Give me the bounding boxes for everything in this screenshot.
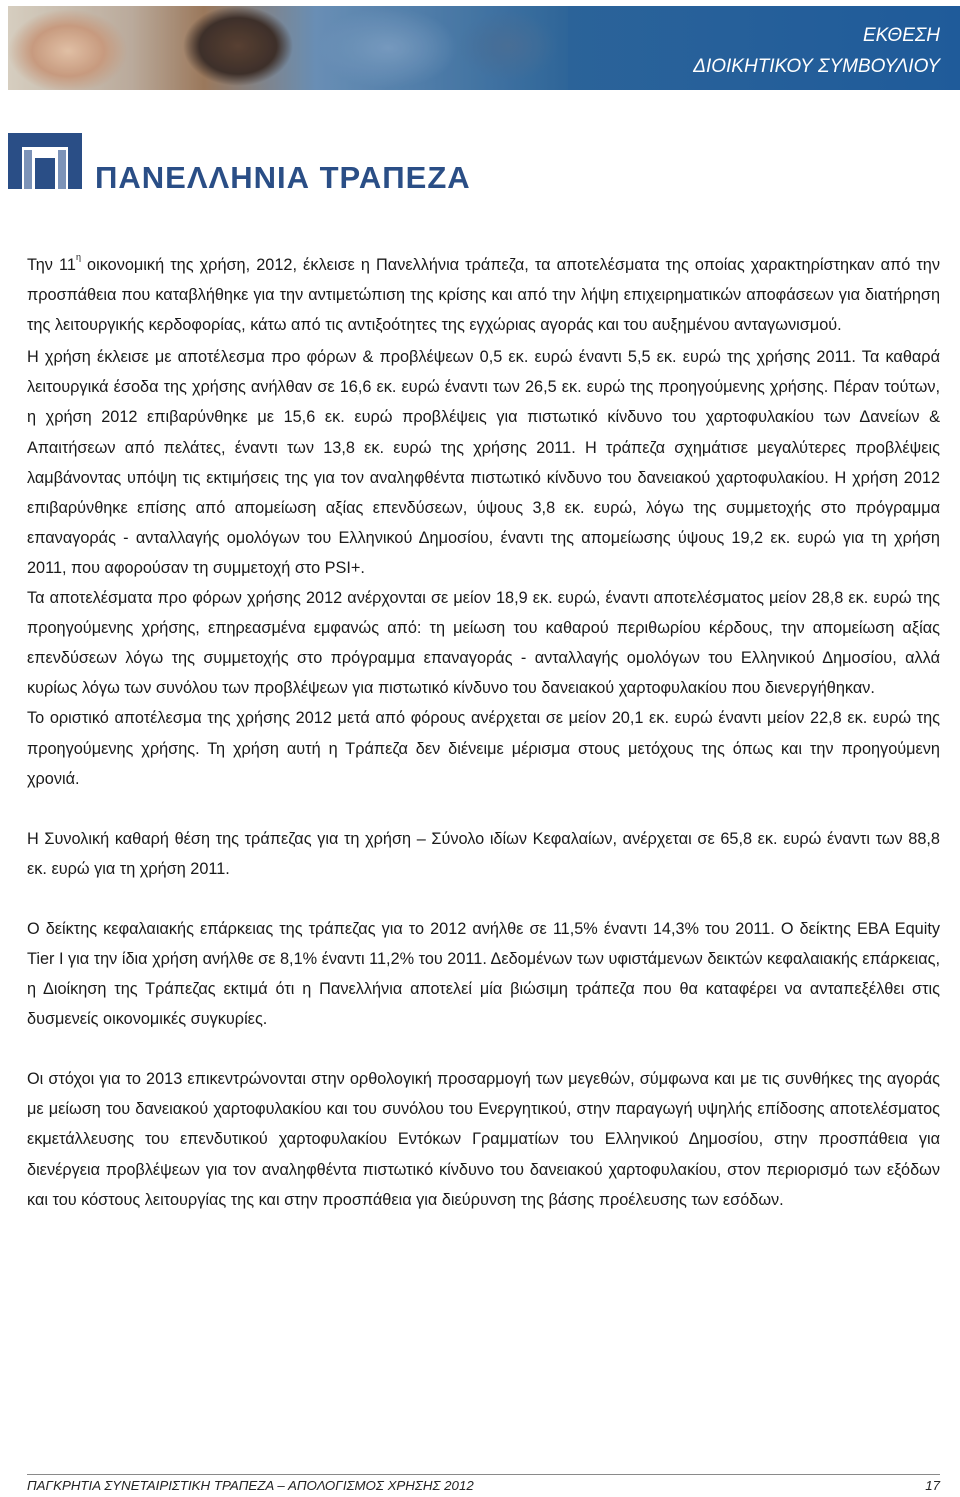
report-title <box>693 20 940 82</box>
bank-name: ΠΑΝΕΛΛΗΝΙΑ ΤΡΑΠΕΖΑ <box>95 160 471 195</box>
paragraph-3: Τα αποτελέσματα προ φόρων χρήσης 2012 ανέρχονται σε μείον 18,9 εκ. ευρώ, έναντι αποτελέσματος μείον 28,8 εκ. ευρώ της προηγούμενης χρήσης, επηρεασμένα εμφανώς από: τη μείωση του καθαρού περιθωρίου κέρδους, την απομείωση αξίας επενδύσεων λόγω της συμμετοχής στο πρόγραμμα επαναγοράς - ανταλλαγής ομολόγων του Ελληνικού Δημοσίου, αλλά κυρίως λόγω των συνόλου των προβλέψεων για πιστωτικό κίνδυνο του δανειακού χαρτοφυλακίου που διενεργήθηκαν. <box>27 589 940 698</box>
footer-text: ΠΑΓΚΡΗΤΙΑ ΣΥΝΕΤΑΙΡΙΣΤΙΚΗ ΤΡΑΠΕΖΑ – ΑΠΟΛΟΓΙΣΜΟΣ ΧΡΗΣΗΣ 2012 <box>27 1478 474 1493</box>
report-body <box>27 250 940 1215</box>
paragraph-1: Την $11^\eta$ οικονομική της χρήση, 2012, έκλεισε η Πανελλήνια τράπεζα, τα αποτελέσματα της οποίας χαρακτηρίστηκαν από την προσπάθεια που καταβλήθηκε για την αντιμετώπιση της κρίσης και από την λήψη επιχειρηματικών αποφάσεων για διατήρηση της λειτουργικής κερδοφορίας, κάτω από τις αντιξοότητες της εγχώριας αγοράς και του αυξημένου ανταγωνισμού. <box>27 252 941 335</box>
page-number: 17 <box>925 1478 940 1493</box>
report-title-line2: ΔΙΟΙΚΗΤΙΚΟΥ ΣΥΜΒΟΥΛΙΟΥ <box>693 56 940 77</box>
header-banner <box>8 6 960 90</box>
banner-photo <box>8 6 568 90</box>
paragraph-2: Η χρήση έκλεισε με αποτέλεσμα προ φόρων & προβλέψεων 0,5 εκ. ευρώ έναντι 5,5 εκ. ευρώ της χρήσης 2011. Τα καθαρά λειτουργικά έσοδα της χρήσης ανήλθαν σε 16,6 εκ. ευρώ έναντι των 26,5 εκ. ευρώ της προηγούμενης χρήσης. Πέραν τούτων, η χρήση 2012 επιβαρύνθηκε με 15,6 εκ. ευρώ προβλέψεις για πιστωτικό κίνδυνο του χαρτοφυλακίου των Δανείων & Απαιτήσεων από πελάτες, έναντι των 13,8 εκ. ευρώ της χρήσης 2011. Η τράπεζα σχημάτισε μεγαλύτερες προβλέψεις λαμβάνοντας υπόψη τις εκτιμήσεις της για τον αναληφθέντα πιστωτικό κίνδυνο του δανειακού χαρτοφυλακίου. Η χρήση 2012 επιβαρύνθηκε επίσης από απομείωση αξίας επενδύσεων, ύψους 3,8 εκ. ευρώ, λόγω της συμμετοχής στο πρόγραμμα επαναγοράς - ανταλλαγής ομολόγων του Ελληνικού Δημοσίου, έναντι της απομείωσης ύψους 19,2 εκ. ευρώ για τη χρήση 2011, που αφορούσαν τη συμμετοχή στο PSI+. <box>27 348 940 577</box>
paragraph-4: Το οριστικό αποτέλεσμα της χρήσης 2012 μετά από φόρους ανέρχεται σε μείον 20,1 εκ. ευρώ έναντι μείον 22,8 εκ. ευρώ της προηγούμενης χρήσης. Τη χρήση αυτή η Τράπεζα δεν διένειμε μέρισμα στους μετόχους της όπως και την προηγούμενη χρονιά. <box>27 709 940 788</box>
footer-divider <box>27 1474 940 1475</box>
report-title-line1: ΕΚΘΕΣΗ <box>862 25 940 46</box>
paragraph-7: Οι στόχοι για το 2013 επικεντρώνονται στην ορθολογική προσαρμογή των μεγεθών, σύμφωνα και με τις συνθήκες της αγοράς με μείωση του δανειακού χαρτοφυλακίου και του συνόλου του Ενεργητικού, στην παραγωγή υψηλής επίδοσης αποτελέσματος εκμετάλλευσης του επενδυτικού χαρτοφυλακίου Εντόκων Γραμματίων του Ελληνικού Δημοσίου, στην προσπάθεια για διενέργεια προβλέψεων για τον αναληφθέντα πιστωτικό κίνδυνο του δανειακού χαρτοφυλακίου, στον περιορισμό των εξόδων και του κόστους λειτουργίας της και στην προσπάθεια για διεύρυνση της βάσης προέλευσης των εσόδων. <box>27 1070 940 1209</box>
paragraph-5: Η Συνολική καθαρή θέση της τράπεζας για τη χρήση – Σύνολο ιδίων Κεφαλαίων, ανέρχεται σε 65,8 εκ. ευρώ έναντι των 88,8 εκ. ευρώ για τη χρήση 2011. <box>27 829 940 878</box>
paragraph-6: Ο δείκτης κεφαλαιακής επάρκειας της τράπεζας για το 2012 ανήλθε σε 11,5% έναντι 14,3% του 2011. Ο δείκτης ΕΒΑ Equity Tier I για την ίδια χρήση ανήλθε σε 8,1% έναντι 11,2% του 2011. Δεδομένων των υφιστάμενων δεικτών κεφαλαιακής επάρκειας, η Διοίκηση της Τράπεζας εκτιμά ότι η Πανελλήνια αποτελεί μία βιώσιμη τράπεζα που θα καταφέρει να ανταπεξέλθει στις δυσμενείς οικονομικές συγκυρίες. <box>27 919 941 1029</box>
